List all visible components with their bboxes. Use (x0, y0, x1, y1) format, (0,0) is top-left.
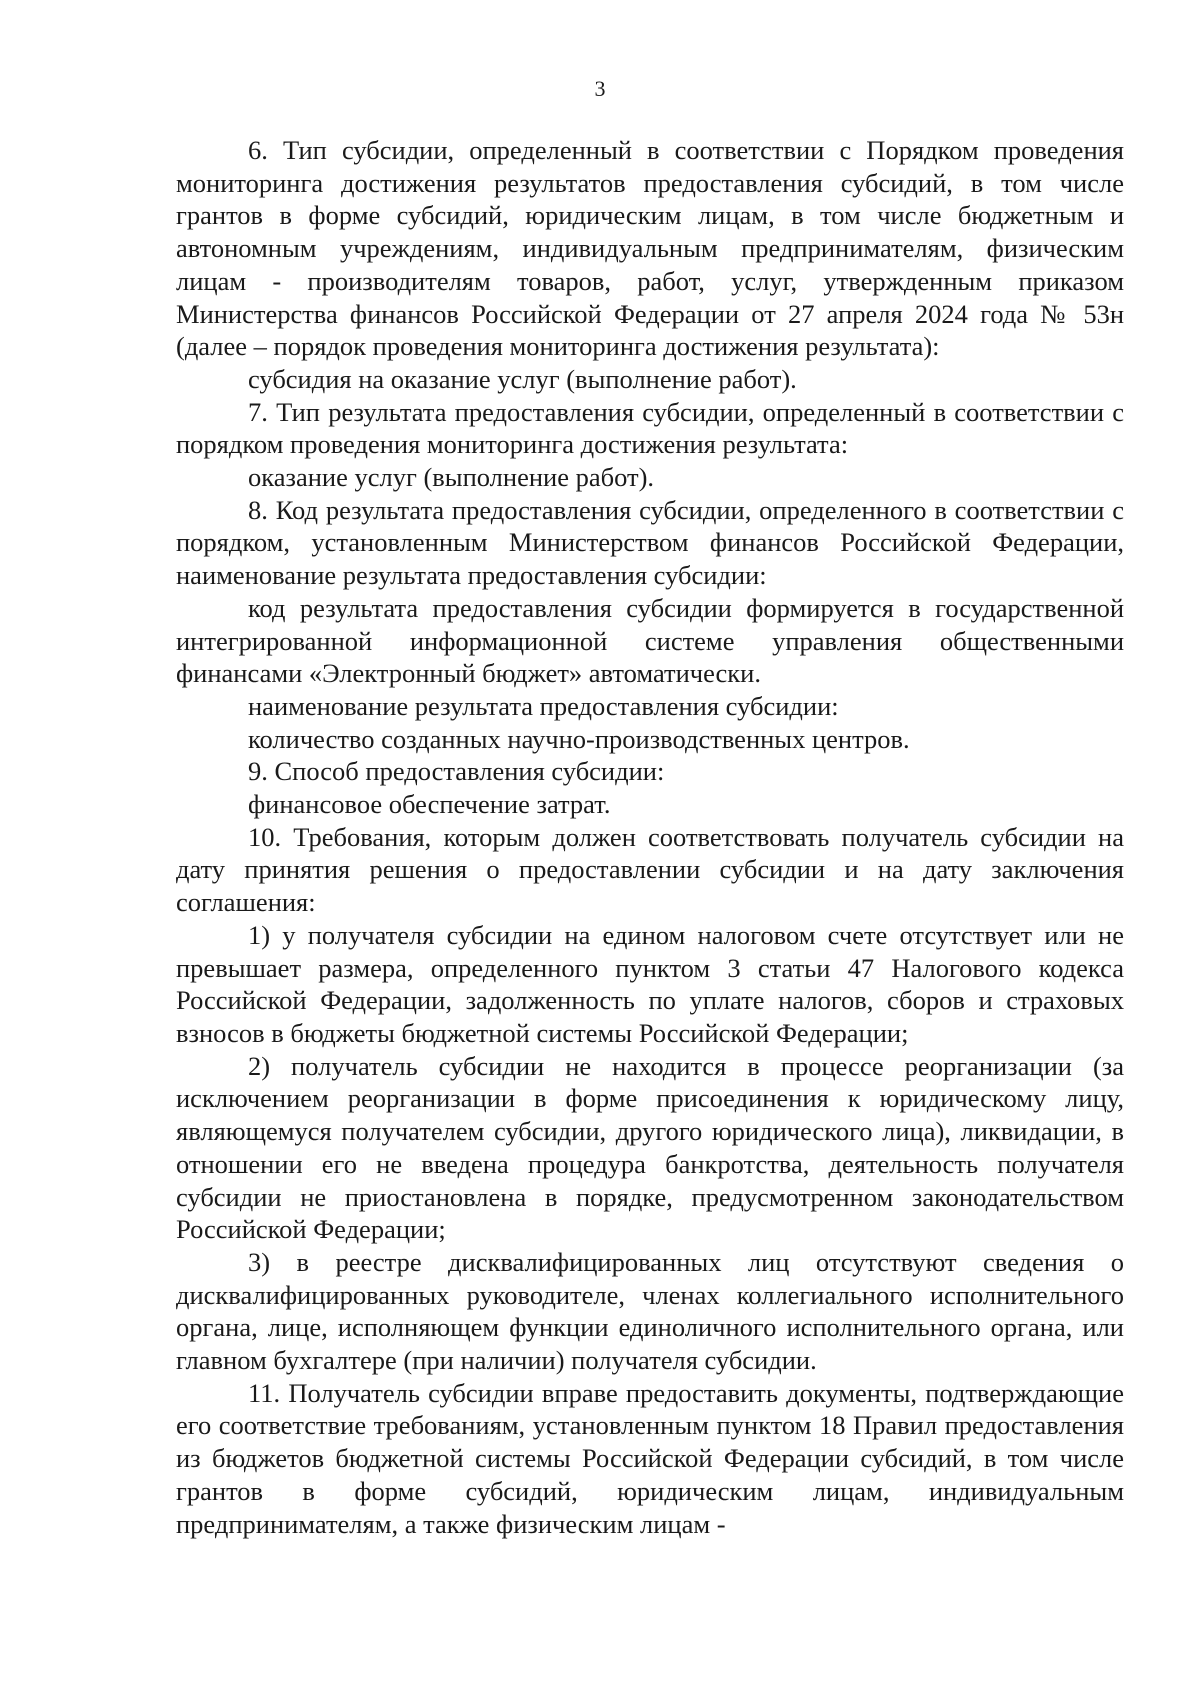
paragraph-method-value: финансовое обеспечение затрат. (248, 789, 611, 820)
paragraph-requirement-1: 1) у получателя субсидии на едином налоговом счете отсутствует или не превышает размера, определенного пунктом 3 статьи 47 Налогового кодекса Российской Федерации, задолженность по уплате налогов, сборов и страховых взносов в бюджеты бюджетной системы Российской Федерации; (176, 919, 1124, 1048)
paragraph-8-result-code: 8. Код результата предоставления субсидии, определенного в соответствии с порядком, установленным Министерством финансов Российской Федерации, наименование результата предоставления субсидии: (176, 494, 1124, 591)
document-body (176, 134, 1124, 1540)
paragraph-requirement-2: 2) получатель субсидии не находится в процессе реорганизации (за исключением реорганизации в форме присоединения к юридическому лицу, являющемуся получателем субсидии, другого юридического лица), ликвидации, в отношении его не введена процедура банкротства, деятельность получателя субсидии не приостановлена в порядке, предусмотренном законодательством Российской Федерации; (176, 1050, 1124, 1245)
paragraph-6-subsidy-type: 6. Тип субсидии, определенный в соответствии с Порядком проведения мониторинга достижения результатов предоставления субсидий, в том числе грантов в форме субсидий, юридическим лицам, в том числе бюджетным и автономным учреждениям, индивидуальным предпринимателям, физическим лицам - производителям товаров, работ, услуг, утвержденным приказом Министерства финансов Российской Федерации от 27 апреля 2024 года № 53н (далее – порядок проведения мониторинга достижения результата): (176, 135, 1124, 362)
paragraph-result-name-value: количество созданных научно-производственных центров. (248, 723, 910, 754)
paragraph-9-method: 9. Способ предоставления субсидии: (248, 756, 665, 787)
paragraph-result-name-label: наименование результата предоставления субсидии: (248, 690, 839, 721)
paragraph-7-result-type: 7. Тип результата предоставления субсидии, определенный в соответствии с порядком проведения мониторинга достижения результата: (176, 396, 1124, 460)
paragraph-10-requirements: 10. Требования, которым должен соответствовать получатель субсидии на дату принятия решения о предоставлении субсидии и на дату заключения соглашения: (176, 821, 1124, 918)
paragraph-11-documents: 11. Получатель субсидии вправе предоставить документы, подтверждающие его соответствие требованиям, установленным пунктом 18 Правил предоставления из бюджетов бюджетной системы Российской Федерации субсидий, в том числе грантов в форме субсидий, юридическим лицам, индивидуальным предпринимателям, а также физическим лицам - (176, 1377, 1124, 1539)
paragraph-requirement-3: 3) в реестре дисквалифицированных лиц отсутствуют сведения о дисквалифицированных руководителе, членах коллегиального исполнительного органа, лице, исполняющем функции единоличного исполнительного органа, или главном бухгалтере (при наличии) получателя субсидии. (176, 1246, 1124, 1376)
paragraph-subsidy-type-value: субсидия на оказание услуг (выполнение работ). (248, 363, 797, 394)
paragraph-result-type-value: оказание услуг (выполнение работ). (248, 462, 655, 493)
page-number: 3 (594, 76, 606, 101)
paragraph-result-code-value: код результата предоставления субсидии формируется в государственной интегрированной информационной системе управления общественными финансами «Электронный бюджет» автоматически. (176, 592, 1124, 689)
